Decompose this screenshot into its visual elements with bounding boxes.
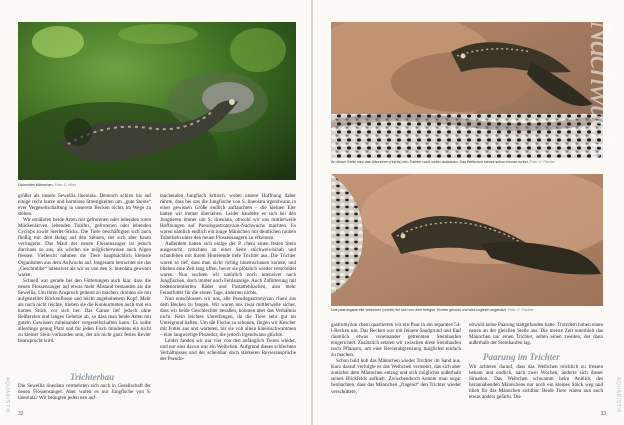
paragraph: Wir achteten darauf, dass das Weibchen reichlich zu fressen bekam und endlich, nach zwei Wochen, änderte sich dieser Situation. Das Weibchen schwamm beim Anblick des herannahenden Männchens nur noch ein kleines Stück weg und blieb für das Männchen sichtbar. Beide Tiere waren nun auch etwas anders gefärbt. Die [469, 364, 603, 401]
paragraph: tauchenden Jungfisch kritisch, wobei unsere Hoffnung daher rührte, dass bei uns die Jungfische von S. lineolata irgendwann in einer gewissen Größe endlich auftauchten – die kleinen Eier hatten wir immer übersehen. Leider handelte es sich bei den Jungtieren immer um S. lineolata, obwohl wir uns mittlerweile Hoffnungen auf Pseudogastromyzon-Nachwuchs machten. Es waren nämlich endlich ein:iunge Männchen mit deutlichen rauhen Tuberkeln unter den neuen Flossensaugern zu erkennen. [160, 193, 296, 242]
photo-credit: Foto: C. Fischer [507, 308, 534, 312]
paragraph: obwohl keine Paarung stattgefunden hatte. Trotzdem hoben einen neuen an der gleichen Stelle aus. Die meiste Zeit unterhielt das Männchen nur einen Trichter, selten einen zweiten, der dann außerhalb der Steinhaufen lag. [469, 322, 603, 347]
paragraph: Schon bald hob das Männchen wieder Trichter im Sand aus. Kurz darauf verfolgte es das Weibchen vermehrt, das sich aber zunächst dem Männchen entzog und sich möglichst außerhalb seines Blickfelds aufhielt. Zwischendurch konnte man sogar beobachten, dass das Männchen „fragend“ den Trichter wieder verschüttete, [331, 358, 461, 395]
right-column-2-tail [469, 364, 603, 400]
paragraph: Schnell war gerade bei den Fütterungen auch klar, dass die neuen Flossensauger auf etwas mehr Abstand bestanden als die Sewellia. Um ihren Anspruch geltend zu machen, drohten sie mit aufgestellter Rückenflosse und leicht angehobenem Kopf. Mehr als noch nicht reichte, trieben sie die Konkurrenten auch mal ein kurzes Stück vor sich her. Das Ganze lief jedoch ohne Beißereien und langes Gehetze ab, so dass man beide Arten mit gutem Gewissen miteinander vergesellschaften kann. Es sollte allerdings genug Platz und für jeden Fisch mindestens ein nicht zu kleiner Stein vorhanden sein, der als nicht ganz festes Revier beansprucht wird. [18, 277, 151, 345]
left-photo [18, 22, 296, 180]
photo-credit: Foto: C. Hirst [54, 183, 76, 187]
right-column-1 [331, 322, 461, 395]
caption-text: Dickendes Männchen. [18, 183, 54, 187]
paragraph: Wir ernährten beide Arten mit gefrorenen oder lebenden roten Mückenlarven, lebenden Tubifex, gefrorenen oder lebenden Cyclops sowie Sterlet-Sticks. Die Tiere beschäftigten sich auch fleißig mit dem Belag auf den Steinen, der sich aber kaum verringerte. Das Maul der neuen Flossensauger ist jedoch durchaus so aus, als würden sie möglicherweise auch Algen fressen. Vielleicht nahmen die Tiere hauptsächlich kleinste Organismen aus dem Aufwuchs auf. Insgesamt betrachtet sie das „Geschrubbe“ intensiver als wir es von den S. lineolata gewohnt waren. [18, 217, 151, 278]
page-number: 33 [600, 411, 606, 417]
left-photo-caption [18, 183, 288, 187]
caption-text: An dieser Stelle wird das Männchen (rechts) den Trichter noch weiter ausbauen. Das Weibchen schaut schon einmal vorbei. [331, 160, 529, 164]
right-top-photo [331, 22, 603, 158]
side-label: AQUARISTIK [4, 376, 10, 413]
left-page [0, 0, 311, 425]
left-column-2 [160, 193, 296, 362]
right-bottom-caption [331, 308, 603, 312]
paragraph: Leider fanden wir nur vier von den anfänglich Tieren wieder, und nur eins davon war ein Weibchen. Aufgrund dieses schlechten Verhältnisses und der scheinbar doch stärkeren Revieransprüche der Pseudo- [160, 338, 296, 363]
paragraph: Nun entschlossen wir uns, alle Pseudogastromyzon cheni aus dem Becken zu fangen. Wir waren uns zwar mittlerweile sicher, dass wir beide Geschlechter besaßen, konnten aber das Verhältnis nicht. Kein leichtes Unterfangen, da die Tiere sehr gut im Untergrund haften. Um die Fische zu schonen, fingen wir Kescher mit Futter aus und warteten, bis sie von allein hineinschwammen – eine langwierige Prozedur, die jedoch irgendwann glückte. [160, 295, 296, 339]
section-heading: Trichterbau [70, 372, 115, 382]
section-heading: Paarung im Trichter [483, 352, 560, 362]
paragraph: Die Sewellia lineolata vermehrten sich auch in Gesellschaft der neuen Flossensauger. Aber waren es nur Jungfische von S. lineolata? Wir beäugten jeden neu auf- [18, 383, 151, 402]
left-column-1 [18, 193, 151, 344]
paragraph: Außerdem hatten sich einige der P. cheni einen festen Stein ausgesucht, rutschten an einer Seite stückweis-hinab und schaufelten mit ihrem Hinterende tiefe Trichter aus. Die Trichter waren so tief, dass man nicht richtig hineinschauen konnte, und blieben eine Zeit lang offen, bevor sie plötzlich wieder verschüttet waren. Nun suchten wir natürlich noch intensiver nach Jungfischen, doch immer noch Fehlanzeige. Auch Zufütterung mit bodenorientierten Räder und Pastatfehliachen, also mehr Feinstfutter für die ersten Tage, änderten nichts. [160, 241, 296, 296]
page-number: 32 [18, 411, 24, 417]
right-page [313, 0, 624, 425]
photo-credit: Foto: C. Fischer [529, 160, 556, 164]
left-column-1-tail [18, 383, 151, 401]
right-top-caption [331, 160, 603, 164]
paragraph: größer als unsere Sewellia lineolata. Dennoch schien bis auf einige recht kurze und harmlose Streitigkeiten um „gute Steine“ ever Vergesellschaftung in unserem Becken nichts im Wege zu stehen. [18, 193, 151, 218]
paragraph: gastromyzon cheni quartierten wir ein Paar in ein separates 54-l-Becken um. Das Becken war mit feinem Sandgrund und fünf räumlich etwas voneinander getrennten Steinhaufen eingerichtet. Zusätzlich setzten wir zwischen diese Steinhaufen noch Pflanzen, um eine Revierabgrenzung möglichst einfach zu machen. [331, 322, 461, 359]
side-label: AQUARISTIK [615, 376, 621, 413]
right-column-2 [469, 322, 603, 346]
right-bottom-photo [331, 174, 603, 306]
caption-text: Das paarungsbereite Weibchen (rechts) fiel sich von dem fertigen Trichter gelockt und wird sogleich angebalzt. [331, 308, 507, 312]
decorative-title: Nachwuchs [583, 20, 620, 159]
